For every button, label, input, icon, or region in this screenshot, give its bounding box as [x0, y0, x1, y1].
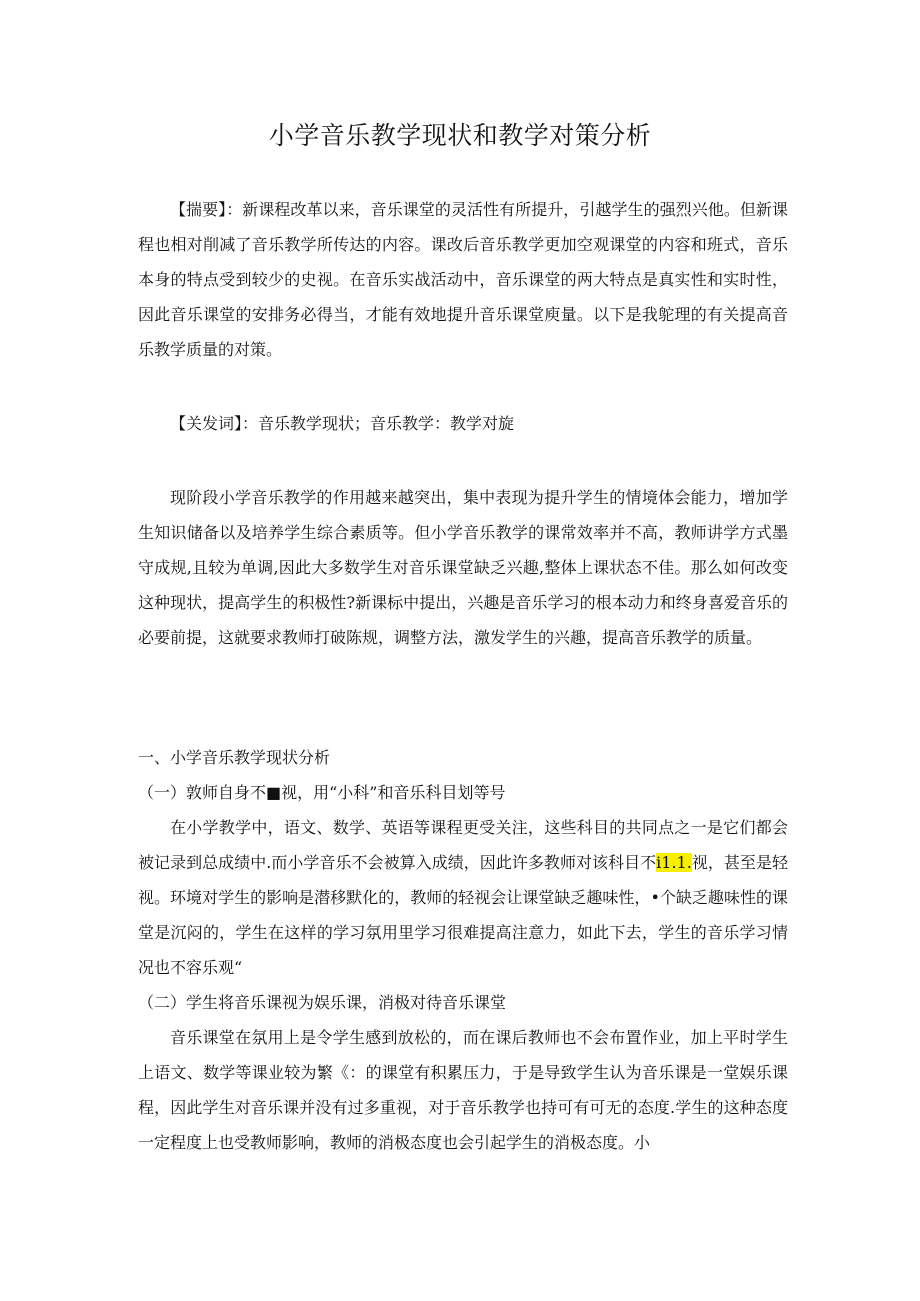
keywords-paragraph: 【关发词】：音乐教学现状；音乐教学：教学对旋: [170, 414, 515, 433]
document-title: 小学音乐教学现状和教学对策分析: [268, 121, 652, 150]
subsection-1-text-after: 视，甚至是轻视。环境对学生的影响是潜移默化的，教师的轻视会让课堂缺乏趣味性，•个缺乏趣味性的课堂是沉闷的，学生在这样的学习氛用里学习很难提高注意力，如此下去，学生的音乐学习情况也不容乐观“: [138, 853, 788, 977]
intro-block: [138, 480, 788, 655]
keywords-block: [138, 406, 788, 441]
subsection-1-text-before: 在小学教学中，语文、数学、英语等课程更受关注，这些科目的共同点之一是它们都会被记录到总成绩中.而小学音乐不会被算入成绩，因此许多教师对该科目不: [138, 818, 788, 872]
subsection-2-heading: （二）学生将音乐课视为娱乐课，消极对待音乐课堂: [138, 993, 507, 1012]
abstract-block: [138, 192, 788, 367]
abstract-paragraph: 【揣要】：新课程改革以来，音乐课堂的灵活性有所提升，引越学生的强烈兴他。但新课程也相对削减了音乐教学所传达的内容。课改后音乐教学更加空观课堂的内容和班式，音乐本身的特点受到较少的史视。在音乐实战活动中，音乐课堂的两大特点是真实性和实时性，因此音乐课堂的安排务必得当，才能有效地提升音乐课堂庾量。以下是我鸵理的有关提高音乐教学质量的对策。: [138, 200, 788, 359]
intro-paragraph: 现阶段小学音乐教学的作用越来越突出，集中表现为提升学生的情境体会能力，增加学生知识储备以及培养学生综合素质等。但小学音乐教学的课常效率并不高，教师讲学方式墨守成规,且较为单调,因此大多数学生对音乐课堂缺乏兴趣,整体上课状态不佳。那么如何改变这种现状，提高学生的积极性?新课标中提出，兴趣是音乐学习的根本动力和终身喜爱音乐的必要前提，这就要求教师打破陈规，调整方法，激发学生的兴趣，提高音乐教学的质量。: [138, 488, 788, 647]
section-1: [138, 740, 788, 1160]
subsection-1-paragraph: [138, 810, 788, 985]
subsection-2-paragraph: 音乐课堂在氛用上是令学生感到放松的，而在课后教师也不会布置作业，加上平时学生上语文、数学等课业较为繁《：的课堂有积累压力，于是导致学生认为音乐课是一堂娱乐课程，因此学生对音乐课并没有过多重视，对于音乐教学也持可有可无的态度.学生的这种态度一定程度上也受教师影响，教师的消极态度也会引起学生的消极态度。小: [138, 1028, 788, 1152]
section-1-heading: 一、小学音乐教学现状分析: [138, 748, 331, 767]
highlighted-text: i1.1.: [656, 853, 692, 872]
subsection-1-heading: （一）敦师自身不■视，用“小科”和音乐科目划等号: [138, 783, 506, 802]
